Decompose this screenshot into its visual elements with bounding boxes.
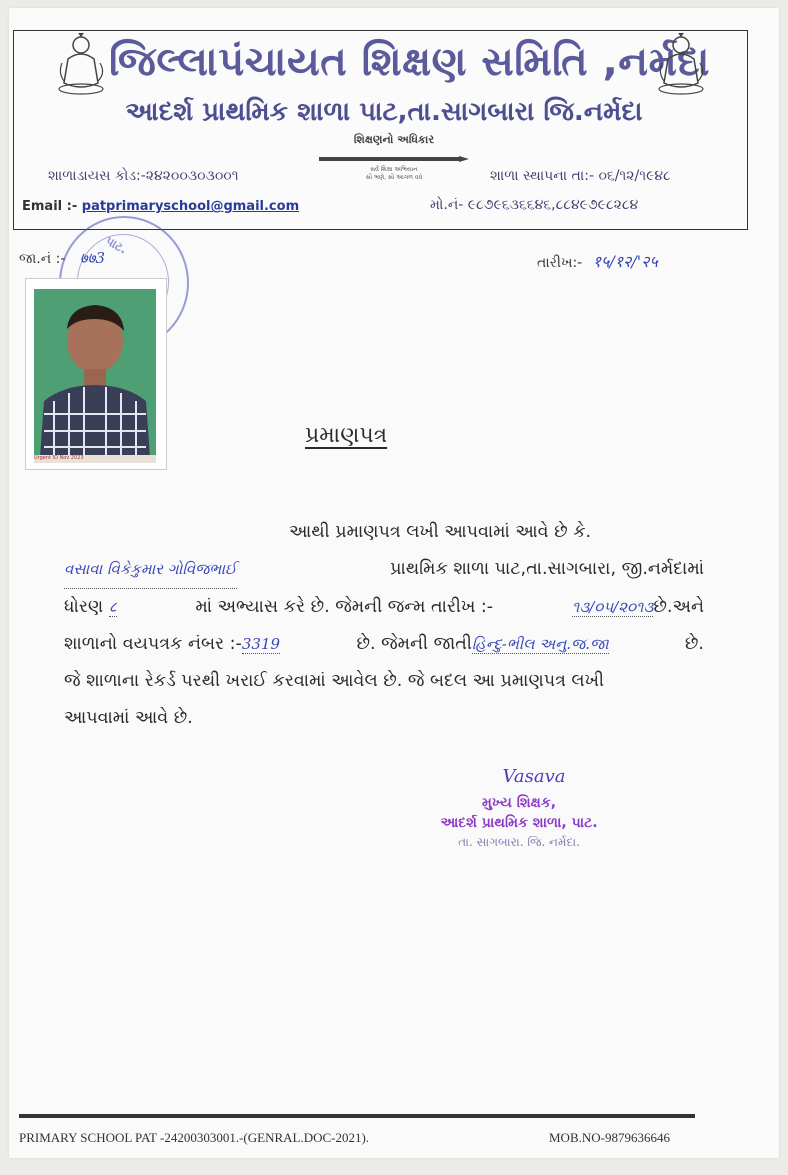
mobile-numbers: મો.નં- ૯૮૭૯૬૩૬૬૪૬,૮૮૪૯૭૯૮૨૮૪ xyxy=(430,197,639,213)
line3-end: છે.અને xyxy=(653,597,704,617)
intro-line: આથી પ્રમાણપત્ર લખી આપવામાં આવે છે કે. xyxy=(289,522,592,542)
committee-title: જિલ્લાપંચાયત શિક્ષણ સમિતિ ,નર્મદા xyxy=(109,39,710,85)
student-name: વસાવા વિકેકુમાર ગોવિજભાઈ xyxy=(64,551,237,589)
stamp-text: પાટ. xyxy=(103,233,130,257)
dise-code: શાળાડાયસ કોડ:-૨૪૨૦૦૩૦૩૦૦૧ xyxy=(48,168,239,184)
caste-label: છે. જેમની જાતી xyxy=(356,634,472,654)
caste-value: હિન્દુ-ભીલ અનુ.જ.જા xyxy=(471,635,609,653)
logo-tagline: સૌ ભણે, સૌ આગળ વધે xyxy=(365,174,423,181)
dob-value: ૧૩/૦૫/૨૦૧૩ xyxy=(571,598,654,616)
established-date: શાળા સ્થાપના તા:- ૦૬/૧૨/૧૯૪૮ xyxy=(490,168,671,184)
saraswati-icon xyxy=(54,33,108,95)
register-line xyxy=(64,626,704,663)
logo-subtitle: સર્વ શિક્ષા અભિયાન xyxy=(370,166,418,173)
date-label: તારીખ:- xyxy=(537,255,583,271)
closing-line: આપવામાં આવે છે. xyxy=(64,708,193,728)
footer-mobile: MOB.NO-9879636646 xyxy=(549,1130,670,1145)
student-line xyxy=(64,551,704,589)
gr-label: શાળાનો વયપત્રક નંબર :- xyxy=(64,634,242,654)
email-row xyxy=(22,199,299,214)
signatory-place: તા. સાગબારા. જિ. નર્મદા. xyxy=(458,835,580,849)
certificate-heading: પ્રમાણપત્ર xyxy=(305,423,388,448)
pencil-icon xyxy=(319,156,469,162)
student-photo xyxy=(25,278,167,470)
school-name: આદર્શ પ્રાથમિક શાળા પાટ,તા.સાગબારા જિ.નર્મદા xyxy=(125,97,643,127)
saraswati-icon xyxy=(654,33,708,95)
school-text: પ્રાથમિક શાળા પાટ,તા.સાગબારા, જી.નર્મદામાં xyxy=(390,559,704,579)
rte-logo xyxy=(304,133,484,183)
line4-end: છે. xyxy=(684,634,704,654)
photo-caption: Urgent ID Nov 2023 xyxy=(34,455,156,463)
birth-text: માં અભ્યાસ કરે છે. જેમની જન્મ તારીખ :- xyxy=(195,597,494,617)
standard-line xyxy=(64,589,704,626)
footer-divider xyxy=(19,1114,695,1118)
logo-title: શિક્ષણનો અધિકાર xyxy=(353,133,435,146)
reference-number xyxy=(19,248,105,268)
certificate-page xyxy=(9,8,779,1158)
signature-block xyxy=(419,766,619,850)
std-label: ધોરણ xyxy=(64,597,104,617)
record-line: જે શાળાના રેકર્ડ પરથી ખરાઈ કરવામાં આવેલ છે. જે બદલ આ પ્રમાણપત્ર લખી xyxy=(64,671,605,691)
email-label: Email :- xyxy=(22,199,78,214)
ref-label: જા.નં :- xyxy=(19,251,66,267)
signatory-title: મુખ્ય શિક્ષક, xyxy=(481,795,557,811)
date-value: १५/१२/'२५ xyxy=(592,252,658,271)
signatory-school: આદર્શ પ્રાથમિક શાળા, પાટ. xyxy=(440,815,598,831)
std-value: ८ xyxy=(108,598,117,616)
ref-value: ७७3 xyxy=(79,249,106,267)
letterhead xyxy=(13,30,748,230)
signature: Vasava xyxy=(502,766,566,787)
gr-number: 3319 xyxy=(241,635,281,653)
photo-image xyxy=(34,289,156,457)
email-link[interactable]: patprimaryschool@gmail.com xyxy=(81,199,300,214)
footer-reference: PRIMARY SCHOOL PAT -24200303001.-(GENRAL.DOC-2021). xyxy=(19,1130,370,1145)
certificate-body xyxy=(64,514,704,737)
issue-date xyxy=(537,250,658,272)
